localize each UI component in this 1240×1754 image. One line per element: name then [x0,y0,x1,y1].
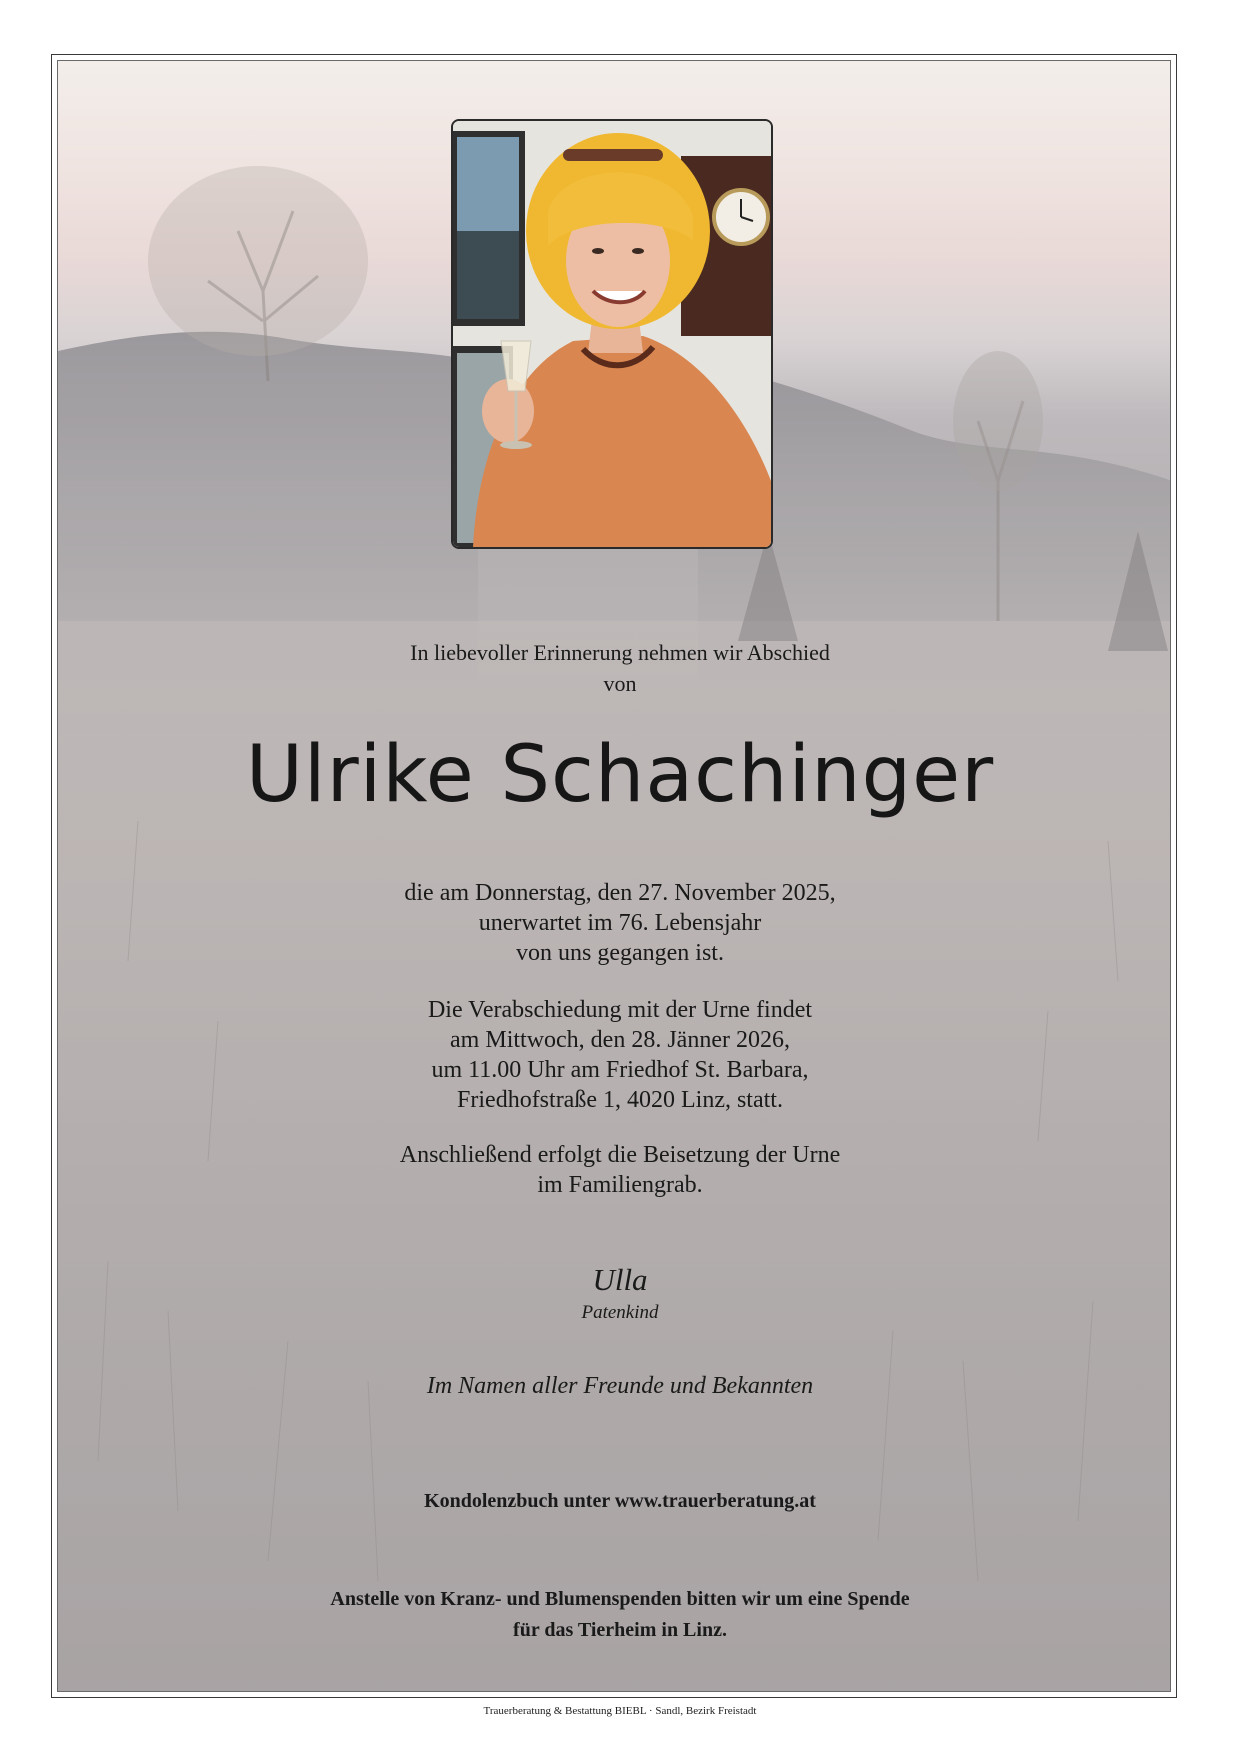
farewell-line-3: um 11.00 Uhr am Friedhof St. Barbara, [431,1057,809,1083]
farewell-line-1: Die Verabschiedung mit der Urne findet [427,997,813,1023]
intro-text [0,637,1240,699]
deceased-name: Ulrike Schachinger [245,730,995,820]
intro-line-1: In liebevoller Erinnerung nehmen wir Abschied [410,640,830,665]
farewell-line-2: am Mittwoch, den 28. Jänner 2026, [450,1027,790,1053]
donation-line-1: Anstelle von Kranz- und Blumenspenden bitten wir um eine Spende [330,1588,910,1610]
burial-line-1: Anschließend erfolgt die Beisetzung der Urne [399,1142,841,1168]
donation-line-2: für das Tierheim in Linz. [513,1619,727,1641]
donation-note [0,1584,1240,1646]
farewell-paragraph [0,995,1240,1115]
passing-line-2: unerwartet im 76. Lebensjahr [478,910,762,936]
passing-line-3: von uns gegangen ist. [516,940,724,966]
passing-paragraph [0,878,1240,968]
burial-paragraph [0,1140,1240,1200]
portrait-photo [451,119,773,549]
signature-role: Patenkind [581,1302,659,1323]
farewell-line-4: Friedhofstraße 1, 4020 Linz, statt. [457,1087,783,1113]
portrait-illustration [453,121,771,547]
intro-line-2: von [603,671,637,696]
burial-line-2: im Familiengrab. [537,1172,703,1198]
funeral-home-footer: Trauerberatung & Bestattung BIEBL · Sandl, Bezirk Freistadt [483,1705,757,1717]
signature-name: Ulla [592,1262,648,1297]
condolence-book-note: Kondolenzbuch unter www.trauerberatung.at [424,1490,816,1512]
signature-group: Im Namen aller Freunde und Bekannten [426,1373,814,1399]
passing-line-1: die am Donnerstag, den 27. November 2025, [404,880,836,906]
